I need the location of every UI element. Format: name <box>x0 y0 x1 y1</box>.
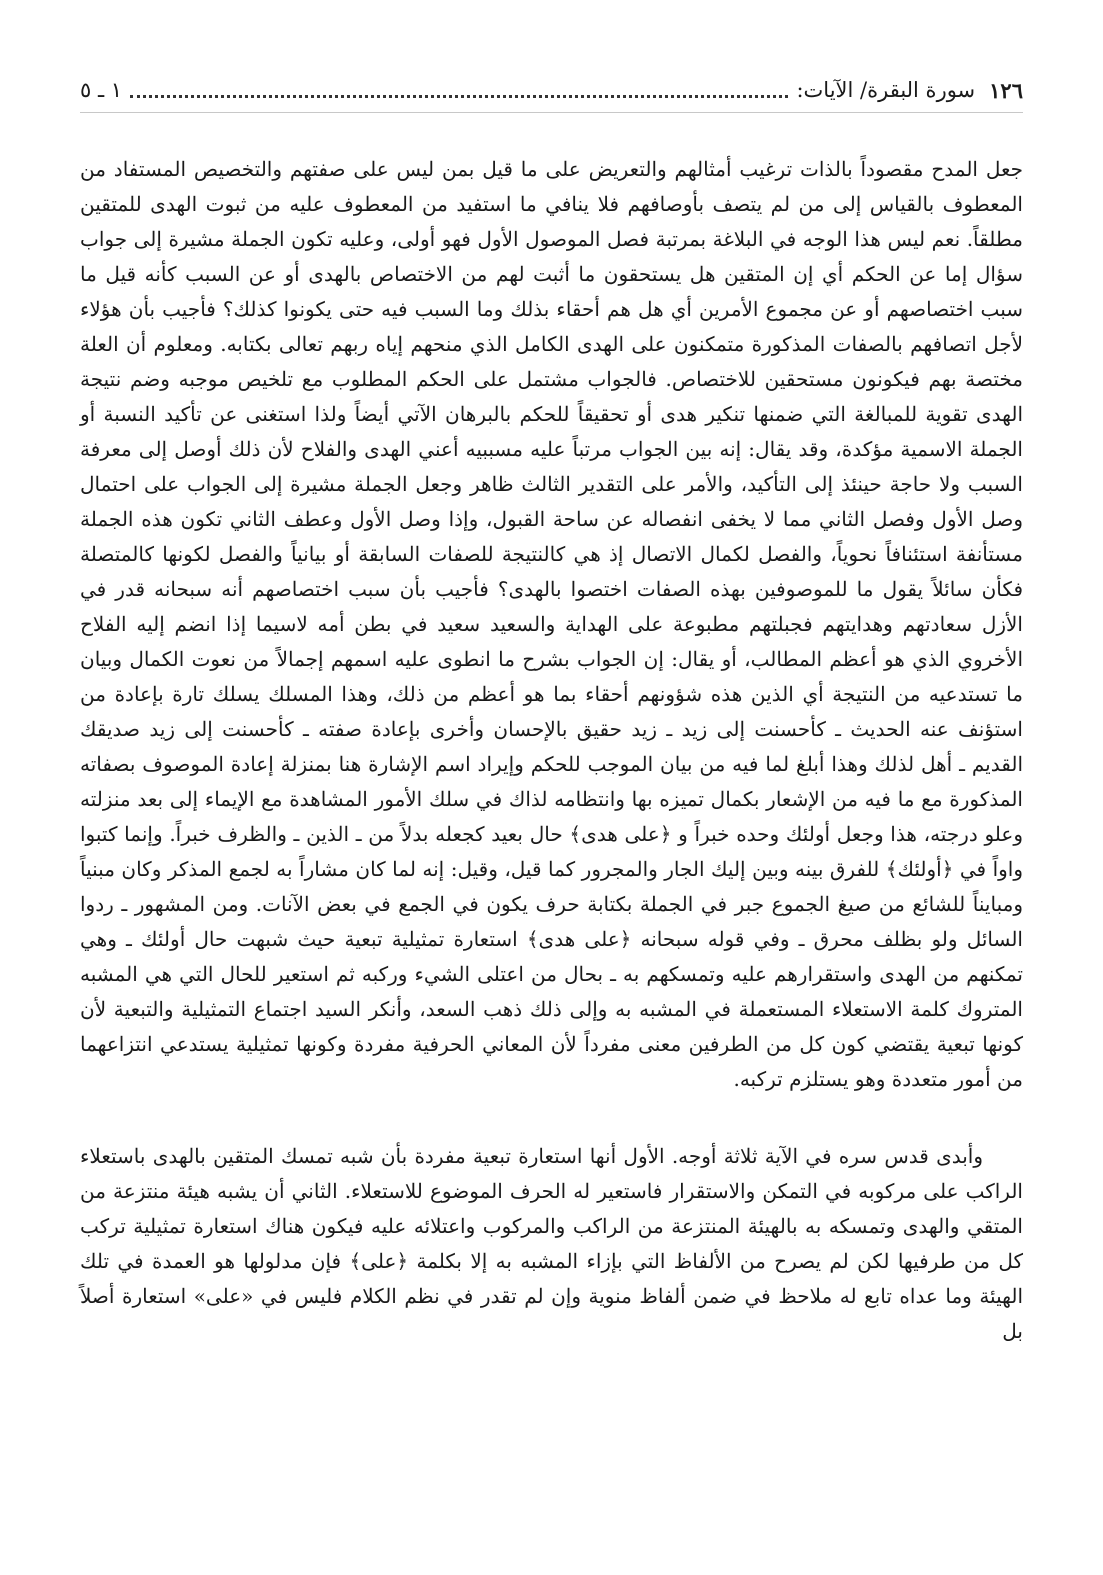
page-number: ١٢٦ <box>989 77 1023 103</box>
page-header <box>80 72 1023 108</box>
paragraph: وأبدى قدس سره في الآية ثلاثة أوجه. الأول أنها استعارة تبعية مفردة بأن شبه تمسك المتقين بالهدى باستعلاء الراكب على مركوبه في التمكن والاستقرار فاستعير له الحرف الموضوع للاستعلاء. الثاني أن يشبه هيئة منتزعة من المتقي والهدى وتمسكه به بالهيئة المنتزعة من الراكب والمركوب واعتلائه عليه فيكون هناك استعارة تمثيلية تركب كل من طرفيها لكن لم يصرح من الألفاظ التي بإزاء المشبه به إلا بكلمة ﴿على﴾ فإن مدلولها هو العمدة في تلك الهيئة وما عداه تابع له ملاحظ في ضمن ألفاظ منوية وإن لم تقدر في نظم الكلام فليس في «على» استعارة أصلاً بل <box>80 1144 1023 1343</box>
ayah-range: ١ ـ ٥ <box>80 78 123 102</box>
main-text <box>80 152 1023 1349</box>
leader-dots <box>130 83 788 98</box>
header-divider <box>80 112 1023 113</box>
paragraph: جعل المدح مقصوداً بالذات ترغيب أمثالهم والتعريض على ما قيل بمن ليس على صفتهم والتخصيص المستفاد من المعطوف بالقياس إلى من لم يتصف بأوصافهم فلا ينافي ما استفيد من المعطوف عليه من ثبوت الهدى للمتقين مطلقاً. نعم ليس هذا الوجه في البلاغة بمرتبة فصل الموصول الأول فهو أولى، وعليه تكون الجملة مشيرة إلى جواب سؤال إما عن الحكم أي إن المتقين هل يستحقون ما أثبت لهم من الاختصاص بالهدى أو عن السبب كأنه قيل ما سبب اختصاصهم أو عن مجموع الأمرين أي هل هم أحقاء بذلك وما السبب فيه حتى يكونوا كذلك؟ فأجيب بأن هؤلاء لأجل اتصافهم بالصفات المذكورة متمكنون على الهدى الكامل الذي منحهم إياه ربهم تعالى بكتابه. ومعلوم أن العلة مختصة بهم فيكونون مستحقين للاختصاص. فالجواب مشتمل على الحكم المطلوب مع تلخيص موجبه وضم نتيجة الهدى تقوية للمبالغة التي ضمنها تنكير هدى أو تحقيقاً للحكم بالبرهان الآتي أيضاً ولذا استغنى عن تأكيد النسبة أو الجملة الاسمية مؤكدة، وقد يقال: إنه بين الجواب مرتباً عليه مسببيه أعني الهدى والفلاح لأن ذلك أوصل إلى معرفة السبب ولا حاجة حينئذ إلى التأكيد، والأمر على التقدير الثالث ظاهر وجعل الجملة مشيرة إلى الجواب على احتمال وصل الأول وفصل الثاني مما لا يخفى انفصاله عن ساحة القبول، وإذا وصل الأول وعطف الثاني تكون هذه الجملة مستأنفة استئنافاً نحوياً، والفصل لكمال الاتصال إذ هي كالنتيجة للصفات السابقة أو بيانياً والفصل لكونها كالمتصلة فكأن سائلاً يقول ما للموصوفين بهذه الصفات اختصوا بالهدى؟ فأجيب بأن سبب اختصاصهم أنه سبحانه قدر في الأزل سعادتهم وهدايتهم فجبلتهم مطبوعة على الهداية والسعيد سعيد في بطن أمه لاسيما إذا انضم إليه الفلاح الأخروي الذي هو أعظم المطالب، أو يقال: إن الجواب بشرح ما انطوى عليه اسمهم إجمالاً من نعوت الكمال وبيان ما تستدعيه من النتيجة أي الذين هذه شؤونهم أحقاء بما هو أعظم من ذلك، وهذا المسلك يسلك تارة بإعادة من استؤنف عنه الحديث ـ كأحسنت إلى زيد ـ زيد حقيق بالإحسان وأخرى بإعادة صفته ـ كأحسنت إلى زيد صديقك القديم ـ أهل لذلك وهذا أبلغ لما فيه من بيان الموجب للحكم وإيراد اسم الإشارة هنا بمنزلة إعادة الموصوف بصفاته المذكورة مع ما فيه من الإشعار بكمال تميزه بها وانتظامه لذاك في سلك الأمور المشاهدة مع الإيماء إلى بعد منزلته وعلو درجته، هذا وجعل أولئك وحده خبراً و ﴿على هدى﴾ حال بعيد كجعله بدلاً من ـ الذين ـ والظرف خبراً. وإنما كتبوا واواً في ﴿أولئك﴾ للفرق بينه وبين إليك الجار والمجرور كما قيل، وقيل: إنه لما كان مشاراً به لجمع المذكر وكان مبنياً ومبايناً للشائع من صيغ الجموع جبر في الجملة بكتابة حرف يكون في الجمع في بعض الآنات. ومن المشهور ـ ردوا السائل ولو بظلف محرق ـ وفي قوله سبحانه ﴿على هدى﴾ استعارة تمثيلية تبعية حيث شبهت حال أولئك ـ وهي تمكنهم من الهدى واستقرارهم عليه وتمسكهم به ـ بحال من اعتلى الشيء وركبه ثم استعير للحال التي هي المشبه المتروك كلمة الاستعلاء المستعملة في المشبه به وإلى ذلك ذهب السعد، وأنكر السيد اجتماع التمثيلية والتبعية لأن كونها تبعية يقتضي كون كل من الطرفين معنى مفرداً لأن المعاني الحرفية مفردة وكونها تمثيلية يستدعي انتزاعهما من أمور متعددة وهو يستلزم تركبه. <box>80 157 1023 1091</box>
running-title: سورة البقرة/ الآيات: <box>796 78 976 102</box>
